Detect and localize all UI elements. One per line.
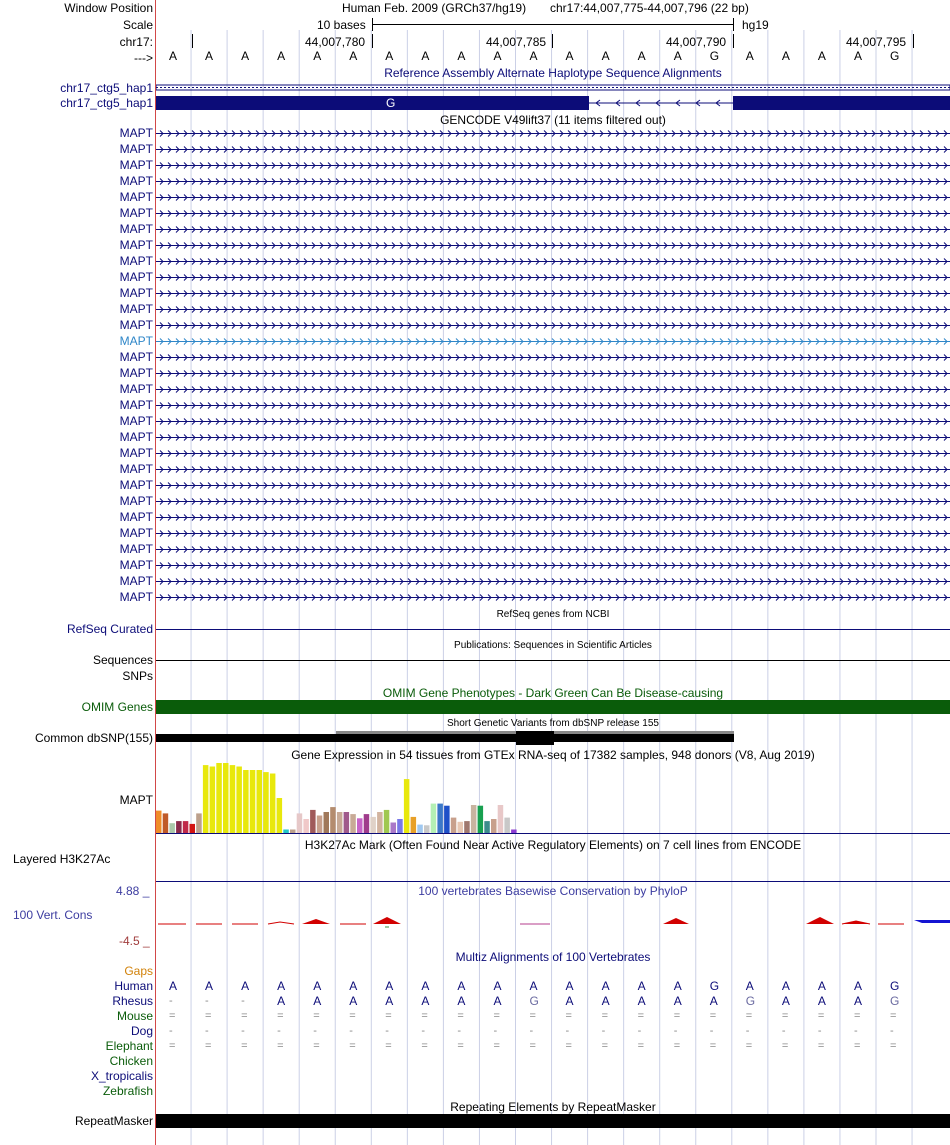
multiz-base: A (817, 979, 826, 993)
scale-bar-right-tick (733, 18, 734, 31)
base-letter: A (565, 49, 574, 63)
gtex-bar[interactable] (404, 779, 410, 833)
multiz-base: - (601, 1025, 606, 1037)
dbsnp-track[interactable] (156, 730, 950, 746)
gtex-bar[interactable] (397, 819, 403, 833)
base-letter: A (241, 49, 250, 63)
multiz-base: A (529, 979, 538, 993)
gtex-bar[interactable] (203, 765, 209, 833)
dbsnp-title[interactable]: Short Genetic Variants from dbSNP release 155 (447, 718, 659, 729)
base-letter: A (205, 49, 214, 63)
base-letter: A (853, 49, 862, 63)
gencode-gene-label[interactable]: MAPT (119, 142, 153, 156)
multiz-base: = (709, 1040, 717, 1052)
base-letter: A (817, 49, 826, 63)
gaps-label[interactable]: Gaps (124, 964, 153, 978)
gencode-gene-label[interactable]: MAPT (119, 542, 153, 556)
gtex-bar[interactable] (498, 805, 504, 833)
snps-label[interactable]: SNPs (122, 669, 153, 683)
multiz-base: A (493, 994, 502, 1008)
multiz-base: = (709, 1010, 717, 1022)
multiz-base: - (169, 995, 173, 1007)
multiz-base: = (241, 1010, 248, 1022)
gtex-bar[interactable] (236, 767, 242, 834)
ruler-tick (372, 34, 373, 48)
base-letter: A (457, 49, 466, 63)
multiz-base: - (853, 1025, 858, 1037)
gtex-bar[interactable] (169, 823, 175, 833)
multiz-base: A (421, 994, 430, 1008)
multiz-base: = (529, 1040, 536, 1052)
ruler-tick (192, 34, 193, 48)
multiz-base: A (277, 994, 286, 1008)
gtex-bar[interactable] (317, 816, 323, 834)
gencode-gene-label[interactable]: MAPT (119, 414, 153, 428)
multiz-base: A (205, 979, 214, 993)
multiz-base: = (673, 1040, 681, 1052)
multiz-base: - (529, 1025, 534, 1037)
multiz-base: = (529, 1010, 536, 1022)
base-letter: G (709, 49, 720, 63)
gtex-bar[interactable] (411, 817, 417, 833)
gencode-track[interactable] (156, 128, 950, 608)
omim-bar[interactable] (156, 700, 950, 714)
multiz-base: = (817, 1010, 825, 1022)
base-letter: A (493, 49, 502, 63)
multiz-base: A (457, 994, 466, 1008)
gtex-bar[interactable] (330, 807, 336, 833)
multiz-base: = (637, 1040, 645, 1052)
base-letter: A (745, 49, 754, 63)
gtex-bar[interactable] (484, 821, 490, 833)
gencode-gene-label[interactable]: MAPT (119, 318, 153, 332)
phylop-label[interactable]: 100 Vert. Cons (13, 908, 93, 922)
gtex-bar[interactable] (310, 810, 316, 833)
multiz-base: = (457, 1010, 464, 1022)
multiz-base: - (709, 1025, 714, 1037)
repeatmasker-label[interactable]: RepeatMasker (74, 1114, 153, 1128)
multiz-base: A (601, 994, 610, 1008)
multiz-base: = (385, 1010, 392, 1022)
alt-haplotype-track[interactable] (156, 82, 950, 112)
multiz-base: - (421, 1025, 426, 1037)
multiz-base: = (169, 1010, 176, 1022)
gencode-gene-label[interactable]: MAPT (119, 590, 153, 604)
gtex-bar[interactable] (357, 818, 363, 833)
gtex-bar[interactable] (216, 763, 222, 833)
gtex-bar[interactable] (424, 825, 430, 833)
multiz-title[interactable]: Multiz Alignments of 100 Vertebrates (455, 950, 651, 964)
gtex-bar[interactable] (297, 813, 303, 833)
multiz-base: A (673, 979, 682, 993)
multiz-base: - (169, 1025, 173, 1037)
gtex-bar[interactable] (303, 819, 309, 833)
multiz-species-label[interactable]: Elephant (105, 1039, 153, 1053)
multiz-base: = (493, 1010, 500, 1022)
multiz-base: A (673, 994, 682, 1008)
multiz-base: - (493, 1025, 498, 1037)
h3k27ac-label[interactable]: Layered H3K27Ac (13, 852, 111, 866)
base-letter: A (637, 49, 646, 63)
repeatmasker-title[interactable]: Repeating Elements by RepeatMasker (450, 1100, 656, 1114)
multiz-base: G (745, 994, 756, 1008)
gtex-bar[interactable] (377, 812, 383, 833)
gtex-baseline (156, 833, 950, 834)
gtex-bar[interactable] (370, 817, 376, 833)
multiz-species-label[interactable]: Dog (130, 1024, 153, 1038)
base-letter: A (277, 49, 286, 63)
omim-title[interactable]: OMIM Gene Phenotypes - Dark Green Can Be Disease-causing (382, 686, 724, 700)
multiz-base: A (745, 979, 754, 993)
multiz-base: = (205, 1040, 212, 1052)
gtex-bar[interactable] (156, 811, 162, 833)
gtex-bar[interactable] (210, 767, 216, 834)
assembly-name: Human Feb. 2009 (GRCh37/hg19) (342, 1, 527, 15)
scale-bar-left-tick (372, 18, 373, 31)
gencode-title[interactable]: GENCODE V49lift37 (11 items filtered out) (440, 113, 666, 127)
gencode-gene-label[interactable]: MAPT (119, 366, 153, 380)
scale-label: Scale (122, 18, 153, 32)
multiz-base: - (241, 995, 245, 1007)
multiz-base: - (565, 1025, 570, 1037)
scale-bar (372, 24, 733, 25)
ruler-tick-label: 44,007,785 (486, 35, 547, 49)
gencode-gene-label[interactable]: MAPT (119, 462, 153, 476)
multiz-base: G (890, 979, 900, 993)
multiz-base: A (601, 979, 610, 993)
multiz-base: = (745, 1040, 753, 1052)
phylop-track[interactable] (156, 910, 950, 934)
strand-label: ---> (134, 51, 153, 65)
multiz-base: A (637, 979, 646, 993)
multiz-base: A (853, 994, 862, 1008)
phylop-min: -4.5 _ (119, 934, 150, 948)
multiz-base: = (601, 1010, 609, 1022)
gencode-gene-label[interactable]: MAPT (119, 478, 153, 492)
publications-label[interactable]: Sequences (92, 653, 153, 667)
dbsnp-label[interactable]: Common dbSNP(155) (34, 731, 153, 745)
gtex-bar[interactable] (277, 798, 283, 833)
gtex-bar[interactable] (478, 806, 484, 833)
gtex-bar[interactable] (230, 765, 236, 833)
gtex-bar[interactable] (263, 772, 269, 833)
gencode-gene-label[interactable]: MAPT (119, 558, 153, 572)
gtex-bar[interactable] (491, 819, 497, 833)
gtex-bar[interactable] (444, 806, 450, 833)
gencode-gene-label[interactable]: MAPT (119, 302, 153, 316)
db-label: hg19 (742, 18, 769, 32)
multiz-base: = (241, 1040, 248, 1052)
multiz-base: A (493, 979, 502, 993)
gtex-bar[interactable] (243, 770, 249, 833)
gencode-gene-label[interactable]: MAPT (119, 446, 153, 460)
multiz-base: = (349, 1040, 356, 1052)
gtex-bar[interactable] (324, 812, 330, 833)
multiz-base: = (781, 1010, 789, 1022)
base-letter: G (890, 49, 900, 63)
h3k27ac-baseline (156, 881, 950, 882)
multiz-base: A (421, 979, 430, 993)
multiz-base: A (169, 979, 178, 993)
multiz-base: = (313, 1010, 320, 1022)
multiz-species-label[interactable]: Human (114, 979, 153, 993)
multiz-base: - (457, 1025, 462, 1037)
multiz-base: A (565, 979, 574, 993)
ruler-tick-label: 44,007,780 (305, 35, 366, 49)
multiz-base: - (890, 1025, 894, 1037)
gtex-bar[interactable] (437, 804, 443, 833)
multiz-base: A (385, 979, 394, 993)
multiz-base: - (637, 1025, 642, 1037)
multiz-species-label[interactable]: X_tropicalis (90, 1069, 153, 1083)
position-readout: chr17:44,007,775-44,007,796 (22 bp) (550, 1, 749, 15)
multiz-base: = (205, 1010, 212, 1022)
multiz-base: A (817, 994, 826, 1008)
gtex-bar[interactable] (451, 818, 457, 833)
refseq-label[interactable]: RefSeq Curated (66, 622, 153, 636)
gtex-bar[interactable] (458, 822, 464, 833)
multiz-base: = (673, 1010, 681, 1022)
gtex-bar[interactable] (223, 763, 229, 833)
ruler-tick-label: 44,007,795 (846, 35, 907, 49)
gtex-bar[interactable] (350, 814, 356, 833)
multiz-base: = (277, 1010, 284, 1022)
ruler-tick-label: 44,007,790 (666, 35, 727, 49)
multiz-base: A (385, 994, 394, 1008)
gencode-gene-label[interactable]: MAPT (119, 526, 153, 540)
multiz-base: A (565, 994, 574, 1008)
multiz-base: A (277, 979, 286, 993)
multiz-base: A (349, 979, 358, 993)
publications-line (156, 660, 950, 661)
multiz-base: A (313, 979, 322, 993)
multiz-base: - (673, 1025, 678, 1037)
refseq-line (156, 629, 950, 630)
multiz-base: = (385, 1040, 392, 1052)
multiz-base: = (277, 1040, 284, 1052)
gtex-bar[interactable] (344, 812, 350, 833)
ruler-tick (733, 34, 734, 48)
gencode-gene-label[interactable]: MAPT (119, 286, 153, 300)
chrom-label: chr17: (119, 35, 153, 49)
alt-haplotype-label[interactable]: chr17_ctg5_hap1 (60, 81, 153, 95)
multiz-base: - (205, 1025, 209, 1037)
ruler-tick (552, 34, 553, 48)
gtex-bar[interactable] (183, 821, 189, 833)
multiz-base: A (349, 994, 358, 1008)
base-letter: A (601, 49, 610, 63)
base-letter: A (385, 49, 394, 63)
scale-text: 10 bases (317, 18, 366, 32)
multiz-species-label[interactable]: Mouse (116, 1009, 153, 1023)
gencode-gene-label[interactable]: MAPT (119, 270, 153, 284)
alt-haplotype-base: G (386, 96, 396, 110)
gencode-gene-label[interactable]: MAPT (119, 382, 153, 396)
multiz-base: = (421, 1010, 428, 1022)
multiz-base: - (241, 1025, 245, 1037)
multiz-base: A (457, 979, 466, 993)
gtex-label[interactable]: MAPT (119, 793, 153, 807)
base-letter: A (421, 49, 430, 63)
gencode-gene-label[interactable]: MAPT (119, 334, 153, 348)
multiz-base: A (781, 994, 790, 1008)
gencode-gene-label[interactable]: MAPT (119, 254, 153, 268)
gtex-bar[interactable] (257, 770, 263, 833)
multiz-species-label[interactable]: Rhesus (112, 994, 153, 1008)
omim-label[interactable]: OMIM Genes (81, 700, 153, 714)
gtex-bar[interactable] (190, 824, 196, 833)
phylop-title[interactable]: 100 vertebrates Basewise Conservation by PhyloP (418, 884, 688, 898)
gtex-title[interactable]: Gene Expression in 54 tissues from GTEx RNA-seq of 17382 samples, 948 donors (V8, Aug 2019) (291, 748, 815, 762)
multiz-base: - (817, 1025, 822, 1037)
multiz-base: A (241, 979, 250, 993)
gtex-bar[interactable] (504, 818, 510, 833)
base-sequence-row (0, 49, 950, 63)
multiz-base: G (890, 994, 900, 1008)
gtex-bar[interactable] (250, 770, 256, 833)
gencode-gene-label[interactable]: MAPT (119, 126, 153, 140)
gencode-gene-label[interactable]: MAPT (119, 190, 153, 204)
multiz-species-label[interactable]: Zebrafish (102, 1084, 153, 1098)
multiz-base: A (853, 979, 862, 993)
gtex-bar[interactable] (431, 804, 437, 833)
base-letter: A (529, 49, 538, 63)
gtex-bar[interactable] (337, 812, 343, 833)
multiz-base: - (745, 1025, 750, 1037)
base-letter: A (169, 49, 178, 63)
gencode-gene-label[interactable]: MAPT (119, 398, 153, 412)
multiz-base: A (781, 979, 790, 993)
window-position-label: Window Position (64, 1, 153, 15)
ruler-tick (913, 34, 914, 48)
multiz-base: = (457, 1040, 464, 1052)
multiz-base: G (529, 994, 539, 1008)
gencode-gene-label[interactable]: MAPT (119, 174, 153, 188)
multiz-base: = (493, 1040, 500, 1052)
gencode-gene-label[interactable]: MAPT (119, 430, 153, 444)
multiz-base: = (169, 1040, 176, 1052)
gtex-bar[interactable] (196, 813, 202, 833)
h3k27ac-title[interactable]: H3K27Ac Mark (Often Found Near Active Regulatory Elements) on 7 cell lines from ENCODE (304, 838, 802, 852)
gtex-chart[interactable] (156, 762, 950, 834)
multiz-base: = (817, 1040, 825, 1052)
alt-haplotype-title[interactable]: Reference Assembly Alternate Haplotype Sequence Alignments (384, 66, 722, 80)
gtex-bar[interactable] (364, 814, 370, 833)
multiz-base: = (565, 1010, 572, 1022)
multiz-base: - (781, 1025, 786, 1037)
multiz-base: = (637, 1010, 645, 1022)
alt-haplotype-label[interactable]: chr17_ctg5_hap1 (60, 96, 153, 110)
refseq-title[interactable]: RefSeq genes from NCBI (496, 609, 610, 620)
multiz-base: - (205, 995, 209, 1007)
multiz-base: A (637, 994, 646, 1008)
multiz-base: - (313, 1025, 317, 1037)
multiz-base: = (565, 1040, 572, 1052)
multiz-base: = (890, 1010, 897, 1022)
base-letter: A (781, 49, 790, 63)
gtex-bar[interactable] (471, 805, 477, 833)
gtex-bar[interactable] (270, 774, 276, 834)
multiz-base: = (745, 1010, 753, 1022)
gtex-bar[interactable] (464, 821, 470, 833)
gtex-bar[interactable] (176, 821, 182, 833)
multiz-base: = (601, 1040, 609, 1052)
multiz-base: = (349, 1010, 356, 1022)
multiz-base: = (890, 1040, 897, 1052)
repeatmasker-bar[interactable] (156, 1114, 950, 1128)
base-letter: A (673, 49, 682, 63)
multiz-base: - (349, 1025, 353, 1037)
gencode-gene-label[interactable]: MAPT (119, 350, 153, 364)
multiz-base: A (709, 994, 718, 1008)
publications-title[interactable]: Publications: Sequences in Scientific Articles (454, 640, 652, 651)
gencode-gene-label[interactable]: MAPT (119, 158, 153, 172)
gencode-gene-label[interactable]: MAPT (119, 222, 153, 236)
multiz-base: G (709, 979, 720, 993)
multiz-base: - (385, 1025, 389, 1037)
phylop-max: 4.88 _ (116, 884, 150, 898)
multiz-base: = (781, 1040, 789, 1052)
multiz-base: A (313, 994, 322, 1008)
gtex-bar[interactable] (163, 813, 169, 833)
gtex-bar[interactable] (391, 823, 397, 834)
gencode-gene-label[interactable]: MAPT (119, 510, 153, 524)
multiz-base: - (277, 1025, 281, 1037)
gtex-bar[interactable] (384, 810, 390, 833)
multiz-base: = (421, 1040, 428, 1052)
multiz-base: = (853, 1040, 861, 1052)
gencode-gene-label[interactable]: MAPT (119, 238, 153, 252)
gencode-gene-label[interactable]: MAPT (119, 494, 153, 508)
multiz-base: = (853, 1010, 861, 1022)
multiz-species-label[interactable]: Chicken (109, 1054, 153, 1068)
base-letter: A (313, 49, 322, 63)
base-letter: A (349, 49, 358, 63)
gencode-gene-label[interactable]: MAPT (119, 206, 153, 220)
gtex-bar[interactable] (417, 825, 423, 833)
multiz-base: = (313, 1040, 320, 1052)
gencode-gene-label[interactable]: MAPT (119, 574, 153, 588)
